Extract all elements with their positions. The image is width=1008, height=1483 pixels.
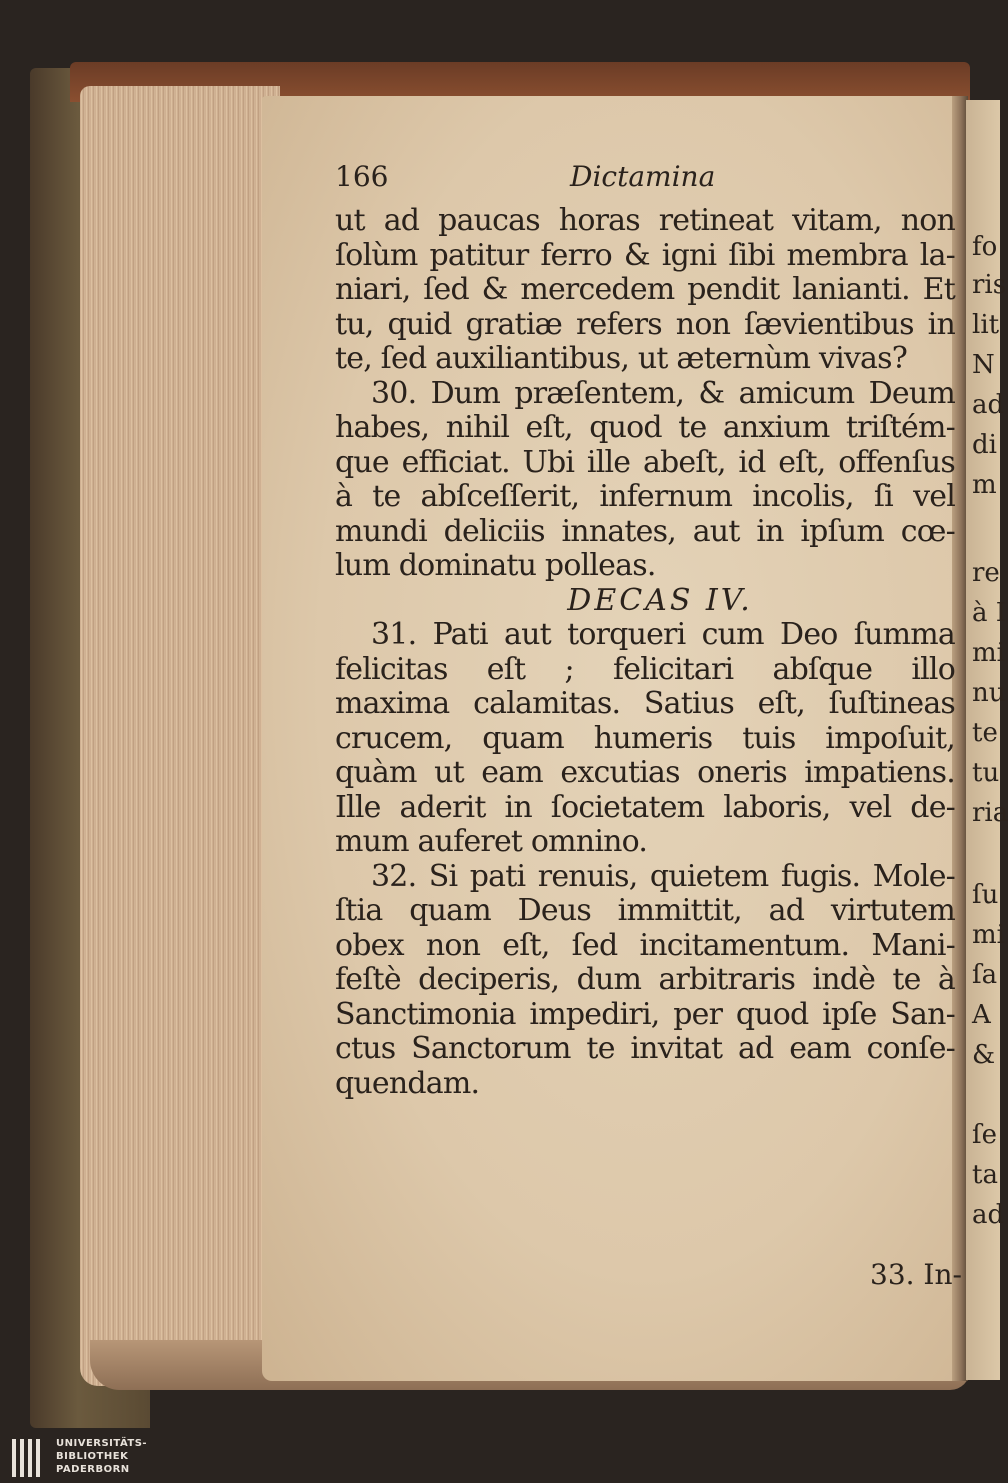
logo-line-2: BIBLIOTHEK <box>56 1451 129 1462</box>
text-line: tu, quid gratiæ refers non ſævientibus in <box>335 306 955 342</box>
facing-page-fragment: tu <box>972 758 1000 788</box>
facing-page-fragment: fo <box>972 232 998 262</box>
page-edges <box>80 86 280 1386</box>
text-line: quàm ut eam excutias oneris impatiens. <box>335 755 955 790</box>
facing-page-fragment: à I <box>972 598 1007 628</box>
text-line: feſtè deciperis, dum arbitraris indè te à <box>335 962 955 997</box>
text-line: maxima calamitas. Satius eſt, ſuſtineas <box>335 686 955 721</box>
text-line: niari, ſed & mercedem pendit lanianti. Et <box>335 272 955 307</box>
facing-page-fragment: ſa <box>972 960 998 990</box>
facing-page-fragment: ſe <box>972 1120 998 1150</box>
logo-line-3: PADERBORN <box>56 1464 130 1475</box>
facing-page-fragment: te <box>972 718 998 748</box>
facing-page-fragment: mi <box>972 920 1005 950</box>
text-line: à te abſceſſerit, infernum incolis, ſi vel <box>335 479 955 514</box>
text-line: lum dominatu polleas. <box>335 548 656 583</box>
text-line: 30. Dum præſentem, & amicum Deum <box>371 375 955 411</box>
text-line: crucem, quam humeris tuis impoſuit, <box>335 720 955 756</box>
facing-page-fragment: mi <box>972 638 1005 668</box>
facing-page-fragment: ad <box>972 1200 1005 1230</box>
text-line: ctus Sanctorum te invitat ad eam conſe- <box>335 1031 955 1066</box>
facing-page-fragment: & <box>972 1040 996 1070</box>
body-text <box>335 204 955 1101</box>
text-line: mundi deliciis innates, aut in ipſum cœ- <box>335 513 955 549</box>
text-line: ſtia quam Deus immittit, ad virtutem <box>335 893 955 928</box>
text-line: ſolùm patitur ferro & igni ſibi membra la- <box>335 237 955 273</box>
logo-mark-icon <box>12 1439 48 1477</box>
text-line: 32. Si pati renuis, quietem fugis. Mole- <box>371 858 955 894</box>
text-line: quendam. <box>335 1065 480 1101</box>
facing-page-fragment: A <box>972 1000 991 1030</box>
running-title: Dictamina <box>570 160 716 193</box>
text-line: obex non eſt, ſed incitamentum. Mani- <box>335 927 955 963</box>
facing-page-fragment: ad <box>972 390 1005 420</box>
facing-page-fragment: lit <box>972 310 1000 340</box>
facing-page-fragment: m <box>972 470 997 500</box>
text-line: habes, nihil eſt, quod te anxium triſtém- <box>335 410 955 445</box>
facing-page-fragment: di <box>972 430 997 460</box>
facing-page-fragment: ta <box>972 1160 998 1190</box>
page-text <box>335 160 955 1101</box>
library-logo <box>0 1433 1000 1483</box>
logo-line-1: UNIVERSITÄTS- <box>56 1438 148 1449</box>
text-line: felicitas eſt ; felicitari abſque illo <box>335 651 955 687</box>
facing-page-fragment: N <box>972 350 995 380</box>
catchword: 33. In- <box>870 1258 962 1291</box>
text-line: mum auferet omnino. <box>335 824 648 859</box>
running-head <box>335 160 955 204</box>
text-line: Ille aderit in ſocietatem laboris, vel de- <box>335 789 955 825</box>
facing-page-fragment: nu <box>972 678 1006 708</box>
facing-page-fragment: ria <box>972 798 1008 828</box>
facing-page-fragment: re <box>972 558 1000 588</box>
facing-page-fragment: ris <box>972 270 1007 300</box>
text-line: Sanctimonia impediri, per quod ipſe San- <box>335 996 955 1032</box>
page-number: 166 <box>335 160 389 193</box>
section-heading: DECAS IV. <box>567 582 753 618</box>
text-line: que efficiat. Ubi ille abeſt, id eſt, offenſus <box>335 444 955 480</box>
facing-page-fragment: ſu <box>972 880 999 910</box>
text-line: 31. Pati aut torqueri cum Deo ſumma <box>371 617 955 652</box>
text-line: te, ſed auxiliantibus, ut æternùm vivas? <box>335 341 907 376</box>
text-line: ut ad paucas horas retineat vitam, non <box>335 203 955 238</box>
